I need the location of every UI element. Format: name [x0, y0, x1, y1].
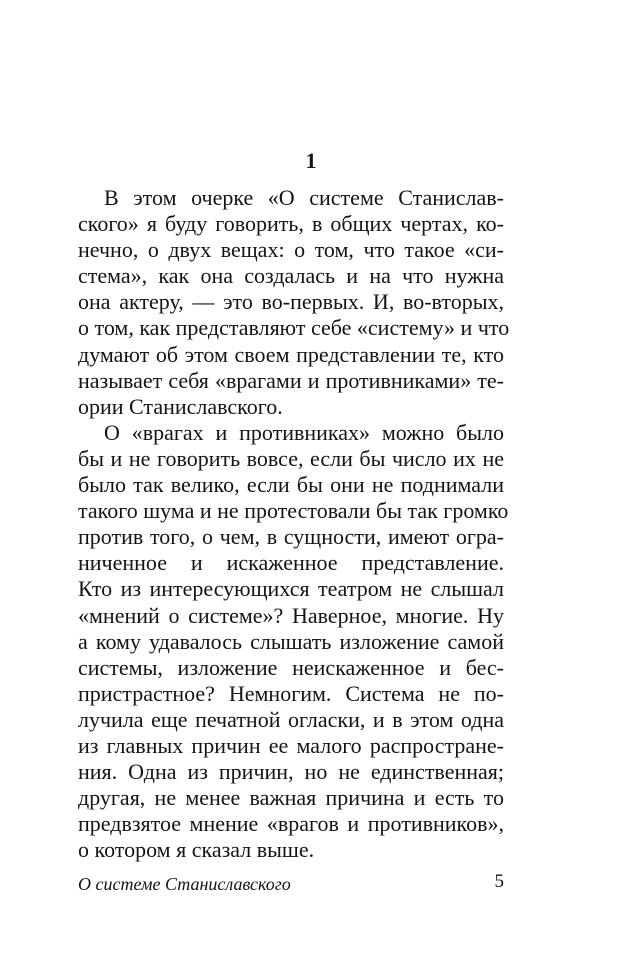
text-line: она актеру, — это во-первых. И, во-вторых,: [78, 289, 504, 315]
paragraph-1: [78, 185, 510, 420]
text-line: думают об этом своем представлении те, кто: [78, 341, 504, 367]
text-line: ского» я буду говорить, в общих чертах, ко-: [78, 211, 504, 237]
text-line: было так велико, если бы они не поднимали: [78, 472, 504, 498]
text-line: против того, о чем, в сущности, имеют огра-: [78, 524, 504, 550]
text-line: такого шума и не протестовали бы так громко: [78, 498, 509, 524]
text-line: ории Станиславского.: [78, 393, 283, 419]
text-line: В этом очерке «О системе Станислав-: [104, 185, 504, 210]
body-text: [78, 185, 510, 863]
page-number: 5: [494, 871, 504, 892]
text-line: о котором я сказал выше.: [78, 837, 315, 863]
text-line: системы, изложение неискаженное и бес-: [78, 654, 504, 680]
text-line: из главных причин ее малого распростране-: [78, 732, 504, 758]
chapter-number: 1: [305, 148, 317, 173]
paragraph-2: [78, 419, 509, 864]
text-line: другая, не менее важная причина и есть то: [78, 785, 504, 811]
text-line: Кто из интересующихся театром не слышал: [78, 576, 504, 602]
text-line: ниченное и искаженное представление.: [78, 550, 504, 576]
text-line: ния. Одна из причин, но не единственная;: [78, 759, 504, 785]
text-line: предвзятое мнение «врагов и противников»,: [78, 811, 504, 837]
text-line: лучила еще печатной огласки, и в этом одна: [78, 706, 504, 732]
text-line: называет себя «врагами и противниками» те-: [78, 367, 504, 393]
text-line: пристрастное? Немногим. Система не по-: [78, 680, 504, 706]
text-line: о том, как представляют себе «систему» и что: [78, 315, 510, 341]
text-line: нечно, о двух вещах: о том, что такое «си-: [78, 237, 504, 263]
text-line: «мнений о системе»? Наверное, многие. Ну: [78, 602, 504, 628]
text-line: О «врагах и противниках» можно было: [104, 419, 504, 445]
text-line: стема», как она создалась и на что нужна: [78, 263, 504, 289]
running-title: О системе Станиславского: [78, 874, 291, 894]
text-line: бы и не говорить вовсе, если бы число их не: [78, 445, 504, 471]
text-line: а кому удавалось слышать изложение самой: [78, 628, 504, 654]
